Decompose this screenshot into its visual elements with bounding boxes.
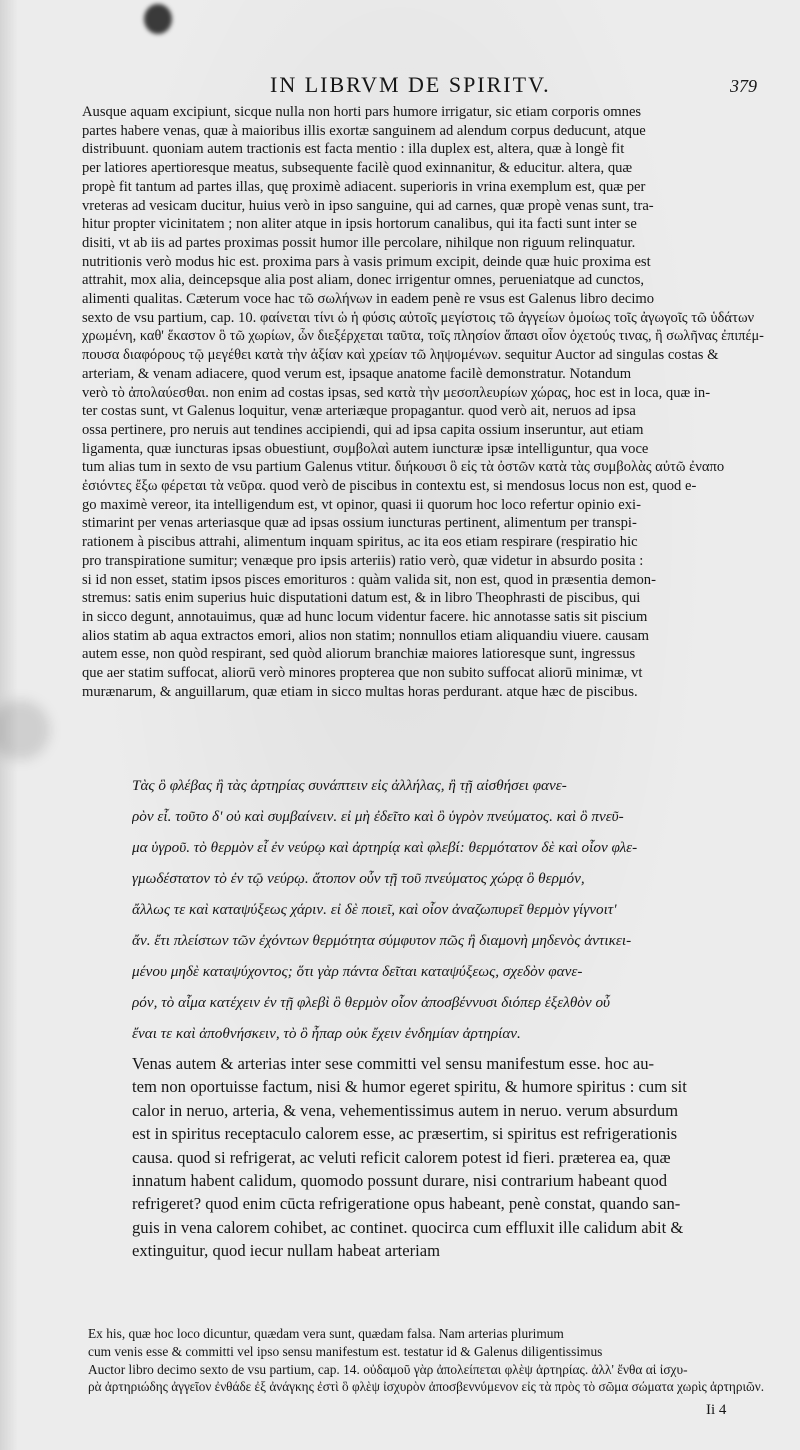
text-line: propè fit tantum ad partes illas, quę proximè adiacent. superioris in vrina exemplum est, quæ per: [82, 178, 646, 195]
greek-line: ἔναι τε καὶ ἀποθνήσκειν, τὸ ὃ ἧπαρ οὐκ ἔχειν ἐνδημίαν ἀρτηρίαν.: [132, 1025, 521, 1042]
latin-line: est in spiritus receptaculo calorem esse, ac præsertim, si spiritus est refrigerationis: [132, 1124, 678, 1144]
text-line: Ausque aquam excipiunt, sicque nulla non horti pars humore irrigatur, sic etiam corporis omnes: [82, 104, 642, 120]
text-line: rationem à piscibus attrahi, alimentum inquam spiritus, ac ita eos etiam respirare (respiratio hic: [82, 534, 638, 551]
greek-line: ἄν. ἔτι πλείστων τῶν ἐχόντων θερμότητα σύμφυτον πῶς ἢ διαμονὴ μηδενὸς ἀντικει-: [132, 932, 632, 949]
text-line: murænarum, & anguillarum, quæ etiam in sicco multas horas perdurant. atque hæc de piscibus.: [82, 683, 638, 700]
paper-stain: [0, 700, 50, 760]
text-line: ἐσιόντες ἔξω φέρεται τὰ νεῦρα. quod verò de piscibus in contextu est, si mendosus locus non est, quod e-: [82, 478, 697, 495]
text-line: arteriam, & venam adiacere, quod verum est, ipsaque anatome facilè demonstratur. Notandum: [82, 365, 632, 382]
text-line: disiti, vt ab iis ad partes proximas possit humor ille percolare, nihilque non riguum relinquatur.: [82, 234, 636, 251]
latin-line: guis in vena calorem cohibet, ac continet. quocirca cum effluxit ille calidum abit &: [132, 1217, 684, 1237]
commentary-note-block: [88, 1325, 764, 1396]
page-number: 379: [730, 76, 757, 96]
text-line: stimarint per venas arteriasque quæ ad ipsas ossium iuncturas pertinent, alimentum per transpi-: [82, 515, 637, 532]
running-head: IN LIBRVM DE SPIRITV.: [270, 72, 551, 97]
text-line: verò τὸ ἀπολαύεσθαι. non enim ad costas ipsas, sed κατὰ τὴν μεσοπλευρίων χώρας, hoc est in loca, quæ in-: [82, 384, 711, 401]
text-line: ligamenta, quæ iuncturas ipsas obuestiunt, συμβολαὶ autem iuncturæ ipsæ intelliguntur, qua voce: [82, 440, 649, 457]
commentary-block: [82, 103, 764, 702]
greek-line: Τὰς ὃ φλέβας ἢ τὰς ἀρτηρίας συνάπτειν εἰς ἀλλήλας, ἢ τῇ αἰσθήσει φανε-: [132, 777, 567, 794]
latin-line: causa. quod si refrigerat, ac veluti reficit calorem potest id fieri. præterea ea, quæ: [132, 1147, 671, 1167]
latin-line: extinguitur, quod iecur nullam habeat arteriam: [132, 1241, 441, 1261]
latin-line: calor in neruo, arteria, & vena, vehementissimus autem in neruo. verum absurdum: [132, 1100, 679, 1120]
text-line: sexto de vsu partium, cap. 10. φαίνεται τίνι ὡ ἡ φύσις αὐτοῖς μεγίστοις τῶ ἀγγείων ὁμοίως τοῖς ἀγωγοῖς τῶ ὑδάτων: [82, 309, 755, 326]
latin-translation-block: [132, 1052, 764, 1263]
text-line: hitur propter vicinitatem ; non aliter atque in ipsis hortorum canalibus, qui ita facti sunt inter se: [82, 216, 637, 233]
text-line: si id non esset, statim ipsos pisces emorituros : quàm valida sit, non est, quod in præsentia demon-: [82, 571, 656, 588]
greek-line: ρὸν εἶ. τοῦτο δ' οὐ καὶ συμβαίνειν. εἰ μὴ ἐδεῖτο καὶ ὃ ὑγρὸν πνεύματος. καὶ ὃ πνεῦ-: [132, 808, 624, 825]
text-line: ossa pertinere, pro neruis aut tendines accipiendi, qui ad ipsa capita ossium inseruntur, aut etiam: [82, 421, 644, 438]
text-line: go maximè vereor, ita intelligendum est, vt opinor, quasi ii quorum hoc loco refertur opinio exi-: [82, 496, 641, 513]
greek-text-block: [132, 770, 764, 1049]
note-line: Auctor libro decimo sexto de vsu partium, cap. 14. οὐδαμοῦ γὰρ ἀπολείπεται φλὲψ ἀρτηρίας. ἀλλ' ἔνθα αἱ ἰσχυ-: [88, 1361, 688, 1377]
text-line: pro transpiratione sumitur; venæque pro ipsis arteriis) ratio verò, quæ videtur in absurdo posita :: [82, 552, 644, 569]
greek-line: γμωδέστατον τὸ ἐν τῷ νεύρῳ. ἄτοπον οὖν τῇ τοῦ πνεύματος χώρᾳ ὃ θερμόν,: [132, 870, 585, 887]
text-line: ter costas sunt, vt Galenus loquitur, venæ arteriæque propagantur. quod verò ait, neruos ad ipsa: [82, 403, 636, 420]
greek-line: μα ὑγροῦ. τὸ θερμὸν εἶ ἐν νεύρῳ καὶ ἀρτηρίᾳ καὶ φλεβί: θερμότατον δὲ καὶ οἷον φλε-: [132, 839, 638, 856]
note-line: cum venis esse & committi vel ipso sensu manifestum est. testatur id & Galenus diligentissimus: [88, 1343, 603, 1359]
signature-mark: Ii 4: [706, 1402, 727, 1418]
latin-line: tem non oportuisse factum, nisi & humor egeret spiritu, & humore spiritus : cum sit: [132, 1077, 687, 1097]
text-line: tum alias tum in sexto de vsu partium Galenus vtitur. διήκουσι ὃ εἰς τὰ ὀστῶν κατὰ τὰς συμβολὰς αὐτῶ ἐναπο: [82, 459, 725, 476]
latin-line: refrigeret? quod enim cūcta refrigeratione opus habeant, penè constat, quando san-: [132, 1194, 681, 1214]
text-line: πουσα διαφόρους τῷ μεγέθει κατὰ τὴν ἀξίαν καὶ χρείαν τῶ ληψομένων. sequitur Auctor ad singulas costas &: [82, 347, 719, 364]
text-line: alios statim ab aqua extractos emori, alios non statim; nonnullos etiam aliquandiu viuere. causam: [82, 627, 649, 644]
text-line: partes habere venas, quæ à maioribus illis exortæ sanguinem ad alendum corpus deducunt, atque: [82, 122, 646, 139]
text-line: χρωμένη, καθ' ἕκαστον ὃ τῶ χωρίων, ὧν διεξέρχεται ταῦτα, τοῖς πλησίον ἅπασι οἷον ὀχετούς τινας, ἢ σωλῆνας ἐπιπέμ-: [82, 328, 764, 345]
text-line: distribuunt. quoniam autem tractionis est facta mentio : illa duplex est, altera, quæ à longè fit: [82, 141, 625, 158]
text-line: nutritionis verò modus hic est. proxima pars à vasis primum excipit, deinde quæ huic proxima est: [82, 253, 651, 270]
text-line: attrahit, mox alia, deincepsque alia post aliam, donec irrigentur omnes, perueniatque ad cunctos,: [82, 272, 645, 289]
text-line: alimenti qualitas. Cæterum voce hac τῶ σωλήνων in eadem penè re vsus est Galenus libro decimo: [82, 291, 655, 308]
greek-line: μένου μηδὲ καταψύχοντος; ὅτι γὰρ πάντα δεῖται καταψύξεως, σχεδὸν φανε-: [132, 963, 583, 980]
greek-line: ρόν, τὸ αἷμα κατέχειν ἐν τῇ φλεβὶ ὃ θερμὸν οἷον ἀποσβέννυσι διόπερ ἐξελθὸν οὗ: [132, 994, 611, 1011]
latin-line: innatum habent calidum, quomodo possunt durare, nisi contrarium habeant quod: [132, 1171, 668, 1191]
latin-line: Venas autem & arterias inter sese committi vel sensu manifestum esse. hoc au-: [132, 1054, 655, 1073]
greek-line: ἄλλως τε καὶ καταψύξεως χάριν. εἰ δὲ ποιεῖ, καὶ οἷον ἀναζωπυρεῖ θερμὸν γίγνοιτ': [132, 901, 617, 918]
note-line: ρὰ ἀρτηριώδης ἀγγεῖον ἐνθάδε ἐξ ἀνάγκης ἐστὶ ὃ φλὲψ ἰσχυρὸν ἀποσβεννύμενον εἰς τὰ πρὸς τὸ σῶμα σώματα χωρὶς ἀρτηριῶν.: [88, 1379, 765, 1395]
text-line: per latiores apertioresque meatus, subsequente facilè quod exinnanitur, & educitur. altera, quæ: [82, 160, 633, 177]
text-line: stremus: satis enim superius huic disputationi datum est, & in libro Theophrasti de piscibus, qui: [82, 590, 641, 607]
ink-blot: [144, 4, 172, 34]
text-line: vreteras ad vesicam ducitur, huius verò in ipso sanguine, qui ad carnes, quæ propè venas sunt, tra-: [82, 197, 654, 214]
text-line: autem esse, non quòd respirant, sed quòd aliorum branchiæ maiores latioresque sunt, ingressus: [82, 646, 636, 663]
note-line: Ex his, quæ hoc loco dicuntur, quædam vera sunt, quædam falsa. Nam arterias plurimum: [88, 1326, 564, 1341]
text-line: que aer statim suffocat, aliorū verò minores propterea que non subito suffocat aliorū minimæ, vt: [82, 665, 643, 682]
text-line: in sicco degunt, annotauimus, quæ ad hunc locum videntur facere. hic annotasse satis sit piscium: [82, 608, 648, 625]
